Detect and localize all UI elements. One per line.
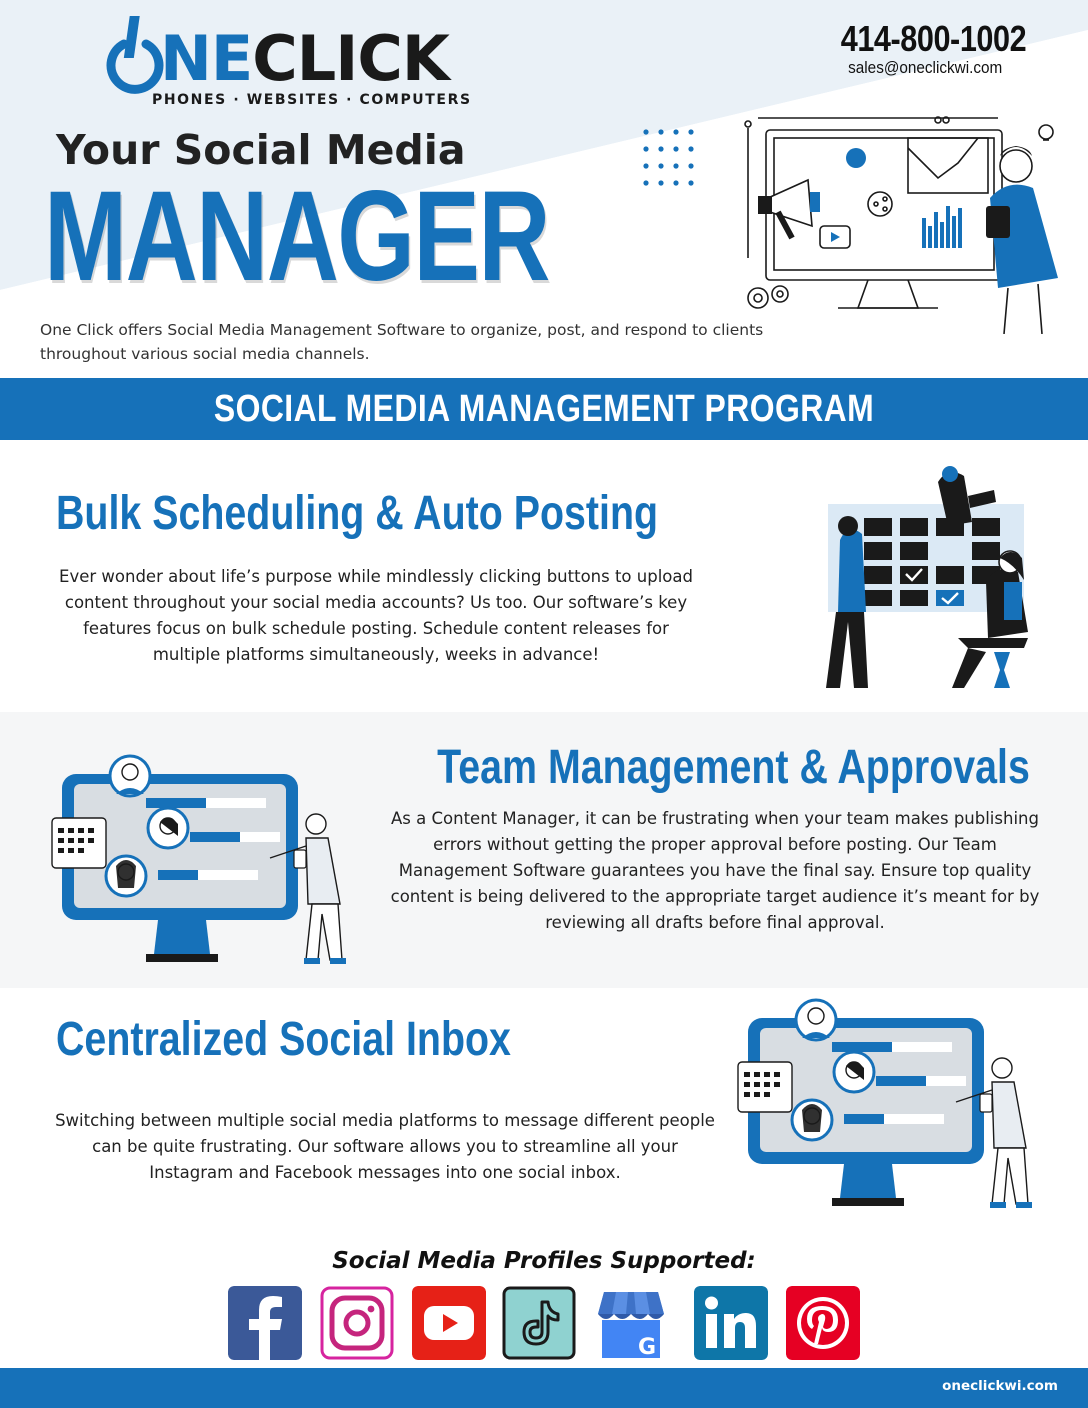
logo-tagline: PHONES · WEBSITES · COMPUTERS: [152, 92, 472, 108]
svg-text:G: G: [637, 1335, 656, 1360]
scheduling-illustration: [818, 462, 1038, 694]
dot-grid-decoration: [642, 128, 702, 188]
section-body: Switching between multiple social media platforms to message different people can be quite frustrating. Our software allows you to streamline all your Instagram and Facebook messages into one social inbox.: [55, 1111, 715, 1182]
team-management-illustration: [50, 754, 350, 968]
section-team-management: [0, 712, 1088, 988]
logo-wordmark: NECLICK: [160, 22, 449, 95]
youtube-icon[interactable]: [412, 1286, 486, 1360]
footer-bar: [0, 1368, 1088, 1408]
section-social-inbox: [0, 988, 1088, 1220]
section-title: Centralized Social Inbox: [56, 1013, 511, 1066]
section-title: Bulk Scheduling & Auto Posting: [56, 487, 659, 540]
instagram-icon[interactable]: [320, 1286, 394, 1360]
facebook-icon[interactable]: [228, 1286, 302, 1360]
hero-title: MANAGER: [44, 165, 549, 308]
pinterest-icon[interactable]: [786, 1286, 860, 1360]
section-title: Team Management & Approvals: [437, 741, 1030, 794]
hero-subtitle: Your Social Media: [56, 126, 466, 174]
hero-illustration: [738, 108, 1078, 334]
hero-intro: One Click offers Social Media Management Software to organize, post, and respond to clients throughout various social media channels.: [40, 321, 764, 363]
profiles-title: Social Media Profiles Supported:: [332, 1248, 756, 1274]
phone-number[interactable]: 414-800-1002: [840, 18, 1026, 59]
email-address[interactable]: sales@oneclickwi.com: [847, 58, 1002, 77]
section-bulk-scheduling: [0, 440, 1088, 712]
section-body: As a Content Manager, it can be frustrating when your team makes publishing errors without getting the proper approval before posting. Our Team Management Software guarantees you have the final say. Ensure top quality content is being delivered to the appropriate target audience it’s meant for by reviewing all drafts before final approval.: [390, 809, 1040, 932]
banner-title: SOCIAL MEDIA MANAGEMENT PROGRAM: [213, 388, 875, 430]
linkedin-icon[interactable]: [694, 1286, 768, 1360]
social-inbox-illustration: [736, 998, 1036, 1212]
power-icon: [104, 14, 166, 100]
program-banner: [0, 378, 1088, 440]
footer-website-link[interactable]: oneclickwi.com: [942, 1378, 1058, 1394]
social-icons-row: [228, 1286, 860, 1362]
section-body: Ever wonder about life’s purpose while mindlessly clicking buttons to upload content throughout your social media accounts? Us too. Our software’s key features focus on bulk schedule posting. Schedule content releases for multiple platforms simultaneously, weeks in advance!: [59, 567, 693, 664]
tiktok-icon[interactable]: [502, 1286, 576, 1360]
google-business-icon[interactable]: [594, 1286, 668, 1360]
oneclick-logo[interactable]: [100, 10, 520, 110]
